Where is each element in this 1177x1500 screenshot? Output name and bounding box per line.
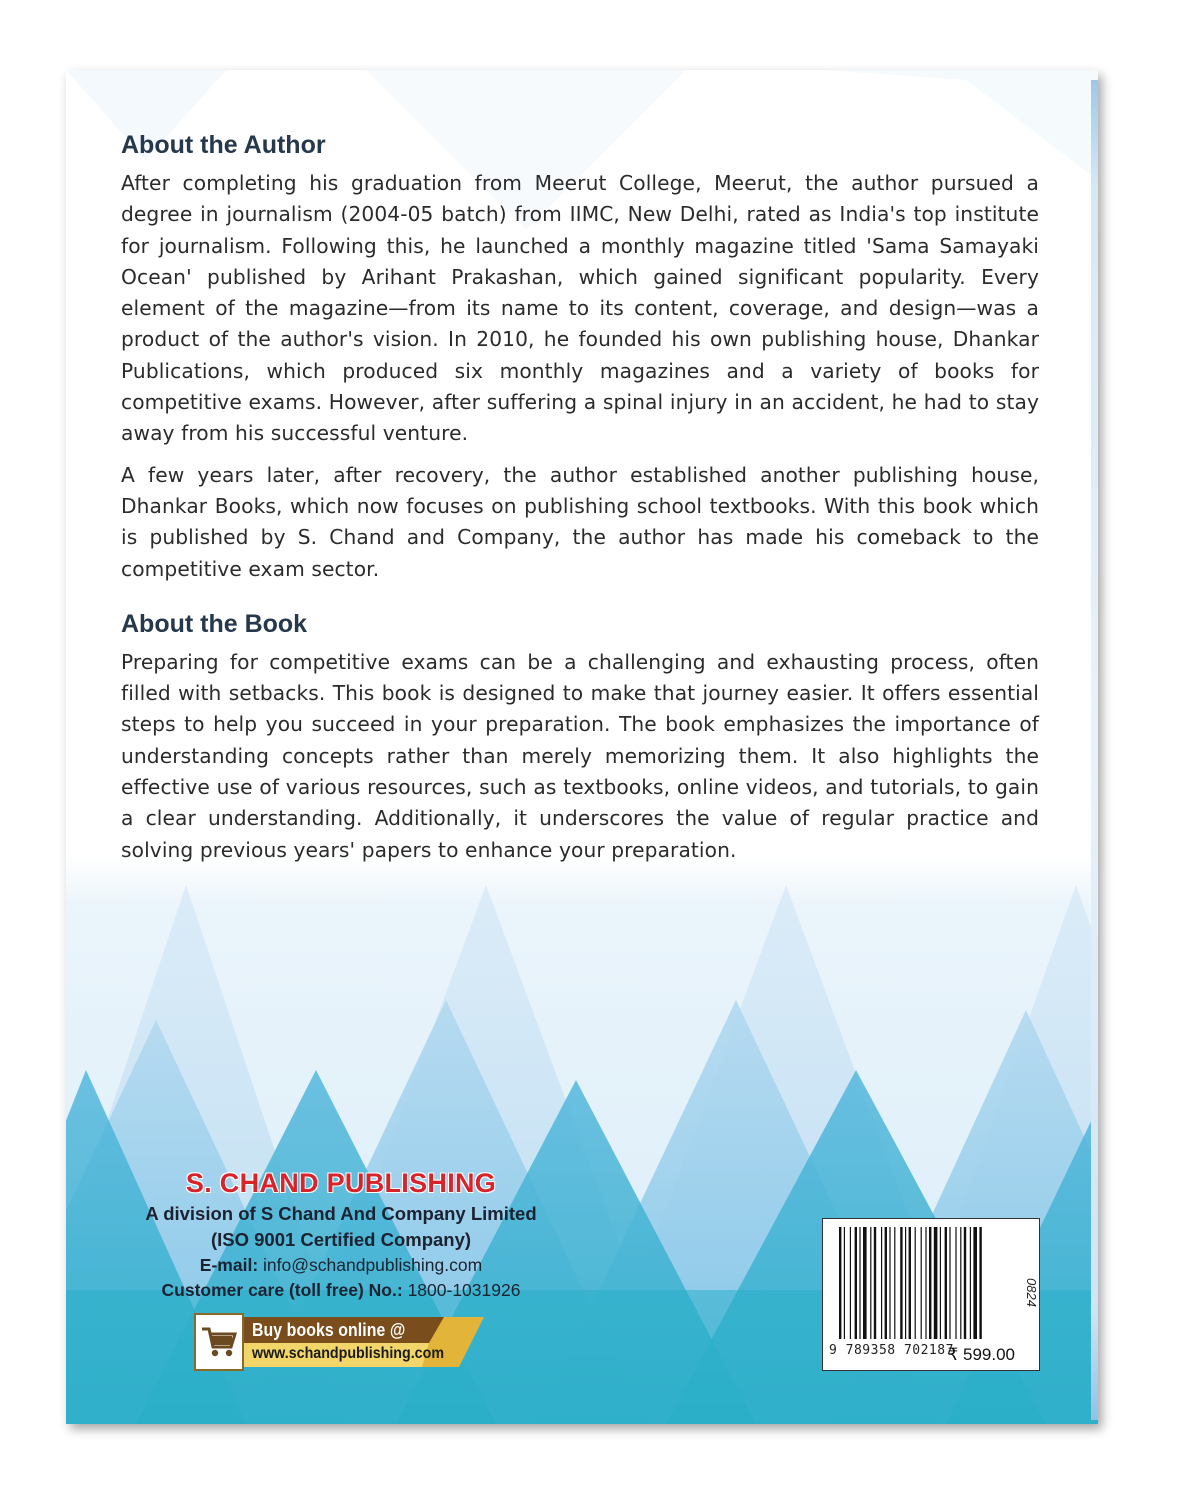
barcode-bar (945, 1227, 947, 1339)
buy-online-badge (194, 1313, 486, 1371)
publisher-customer-care (116, 1278, 566, 1303)
barcode-bar (894, 1227, 895, 1339)
barcode-box (822, 1218, 1040, 1371)
publisher-info (116, 1165, 566, 1303)
about-book-paragraph: Preparing for competitive exams can be a challenging and exhausting process, often filled with setbacks. This book is designed to make that journey easier. It offers essential steps to help you succeed in your preparation. The book emphasizes the importance of understanding concepts rather than merely memorizing them. It also highlights the effective use of various resources, such as textbooks, online videos, and tutorials, to gain a clear understanding. Additionally, it underscores the value of regular practice and solving previous years' papers to enhance your preparation. (121, 649, 1039, 862)
cart-icon-box (194, 1313, 244, 1371)
barcode-bar (955, 1227, 956, 1339)
publisher-email (116, 1253, 566, 1278)
email-label: E-mail: (199, 1255, 259, 1275)
publisher-division: A division of S Chand And Company Limited (145, 1203, 537, 1224)
barcode-bar (863, 1227, 867, 1339)
barcode-bar (949, 1227, 950, 1339)
isbn-digits: 9 789358 702187 (829, 1343, 954, 1358)
barcode-bar (844, 1227, 845, 1339)
barcode-bar (850, 1227, 851, 1339)
side-code: 0824 (1023, 1278, 1039, 1307)
book-back-cover (66, 70, 1098, 1424)
about-book-heading: About the Book (121, 609, 308, 638)
customer-care-number: 1800-1031926 (407, 1280, 521, 1300)
barcode-bar (905, 1227, 906, 1339)
barcode-bar (900, 1227, 902, 1339)
barcode-bar (915, 1227, 916, 1339)
barcode-bar (909, 1227, 911, 1339)
barcode-bar (870, 1227, 871, 1339)
barcode-bar (973, 1227, 977, 1339)
barcode-bar (839, 1227, 841, 1339)
buy-online-label: Buy books online @ (252, 1320, 406, 1340)
about-author-paragraph-2: A few years later, after recovery, the author established another publishing house, Dhankar Books, which now focuses on publishing school textbooks. With this book which is published by S. Chand and Company, the author has made his comeback to the competitive exam sector. (121, 462, 1039, 581)
about-author-heading: About the Author (121, 131, 326, 159)
barcode-bar (889, 1227, 890, 1339)
barcode-bar (921, 1227, 922, 1339)
barcode-bar (964, 1227, 966, 1339)
barcode-bar (855, 1227, 857, 1339)
barcode-bar (970, 1227, 971, 1339)
spine-edge (1091, 80, 1098, 1420)
price: ₹ 599.00 (947, 1345, 1015, 1364)
barcode-bar (925, 1227, 926, 1339)
shopping-cart-icon (200, 1323, 238, 1361)
about-author-paragraph-1: After completing his graduation from Meerut College, Meerut, the author pursued a degree in journalism (2004-05 batch) from IIMC, New Delhi, rated as India's top institute for journalism. Following this, he launched a monthly magazine titled 'Sama Samayaki Ocean' published by Arihant Prakashan, which gained significant popularity. Every element of the magazine—from its name to its content, coverage, and design—was a product of the author's vision. In 2010, he founded his own publishing house, Dhankar Publications, which produced six monthly magazines and a variety of books for competitive exams. However, after suffering a spinal injury in an accident, he had to stay away from his successful venture. (121, 171, 1039, 446)
barcode-bar (929, 1227, 931, 1339)
website-url: www.schandpublishing.com (252, 1345, 445, 1362)
customer-care-label: Customer care (toll free) No.: (161, 1280, 403, 1300)
isbn-barcode (823, 1219, 1013, 1344)
publisher-iso: (ISO 9001 Certified Company) (210, 1229, 472, 1250)
barcode-bar (885, 1227, 887, 1339)
barcode-bar (881, 1227, 882, 1339)
barcode-bar (940, 1227, 941, 1339)
barcode-bar (960, 1227, 961, 1339)
barcode-bar (979, 1227, 981, 1339)
barcode-bar (874, 1227, 876, 1339)
barcode-bar (934, 1227, 938, 1339)
publisher-name: S. CHAND PUBLISHING (185, 1168, 497, 1198)
email-value: info@schandpublishing.com (263, 1255, 483, 1275)
back-cover-text (121, 128, 1039, 876)
barcode-bar (859, 1227, 860, 1339)
